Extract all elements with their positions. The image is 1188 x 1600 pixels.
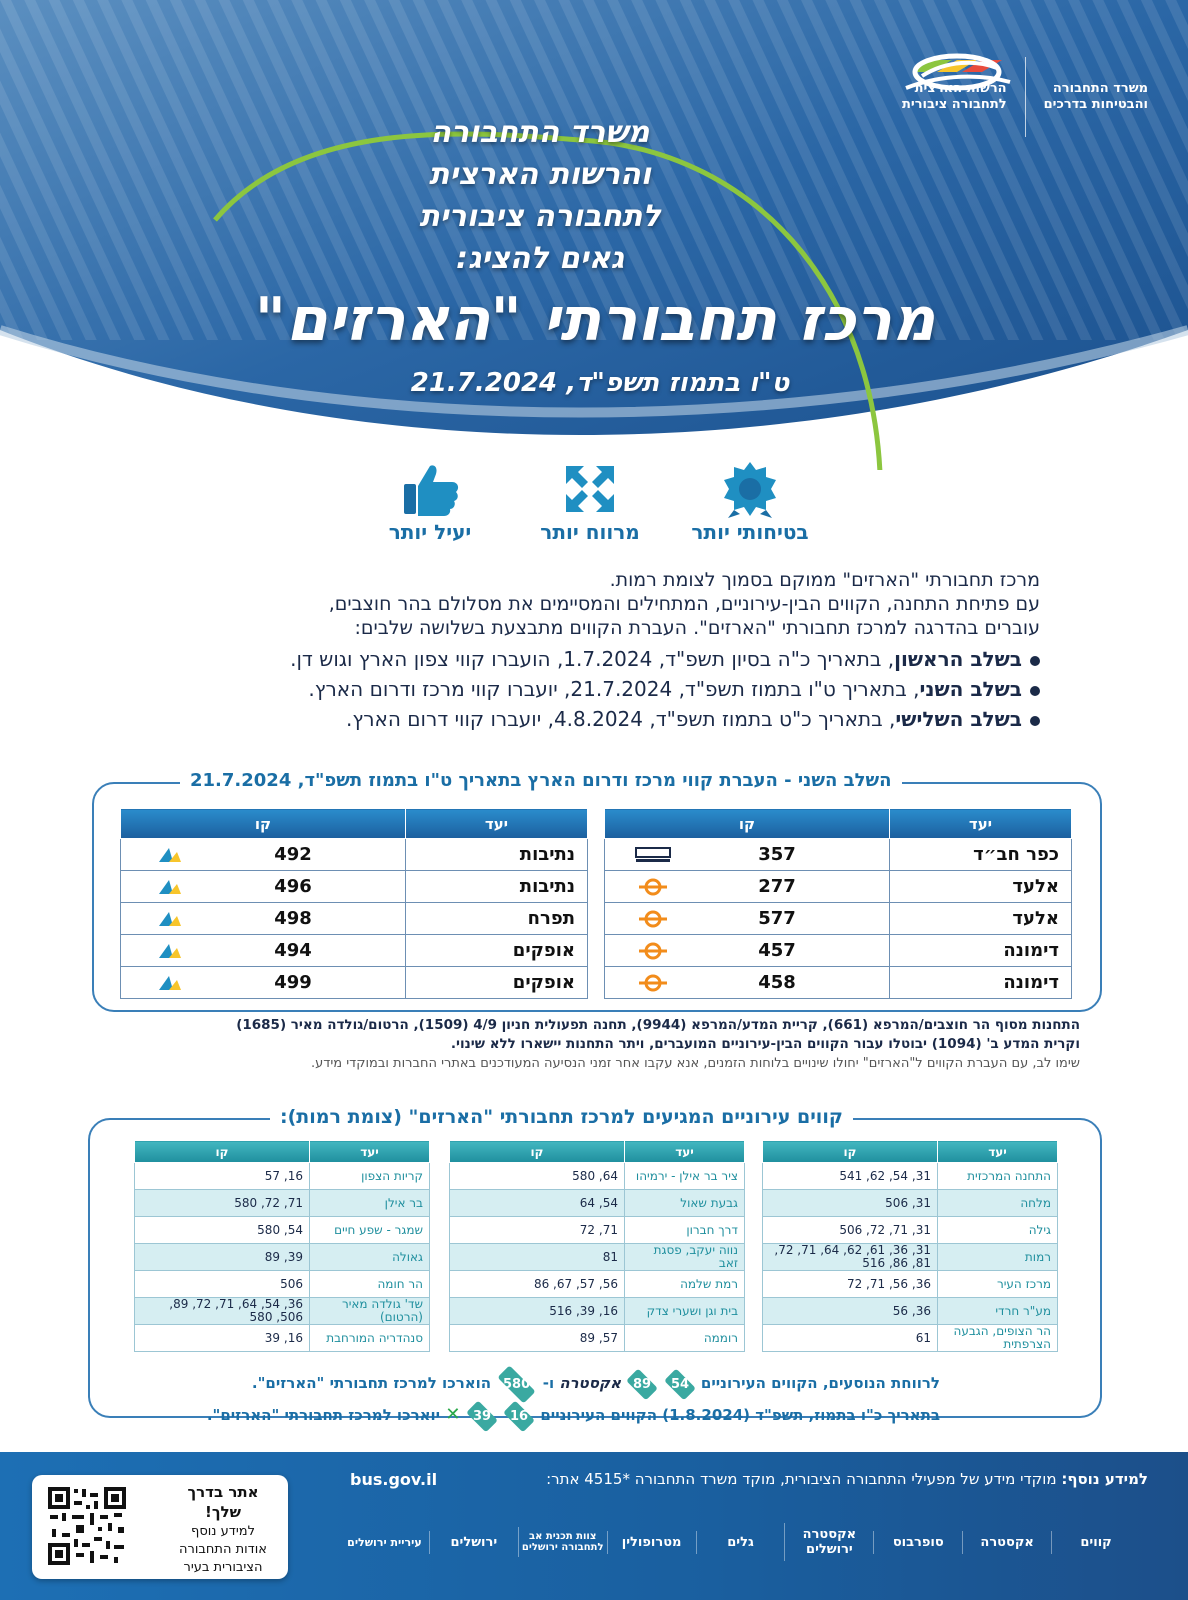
qr-text xyxy=(168,1483,278,1577)
column-header-dest: יעד xyxy=(625,1141,745,1163)
badge-icon xyxy=(718,460,782,518)
dest-cell: הר הצופים, הגבעה הצרפתית xyxy=(938,1325,1058,1352)
operator-logo: גלים xyxy=(696,1531,785,1554)
line-number: 577 xyxy=(758,908,796,929)
dest-cell: שד' גולדה מאיר (הרטום) xyxy=(310,1298,430,1325)
note-text: לרווחת הנוסעים, הקווים העירוניים xyxy=(700,1374,940,1392)
feature-label: מרווח יותר xyxy=(540,520,640,544)
stage-name: בשלב השני xyxy=(919,677,1022,701)
line-number: 277 xyxy=(758,876,796,897)
feature-roomier xyxy=(520,460,660,550)
stage-item xyxy=(150,644,1040,674)
dest-cell: אופקים xyxy=(406,935,588,967)
qr-line: אודות התחבורה xyxy=(179,1542,267,1557)
lines-cell: 57, 89 xyxy=(450,1325,625,1352)
ministry-logo-line-2: והבטיחות בדרכים xyxy=(1043,97,1148,112)
note-text: הוארכו למרכז תחבורתי "הארזים". xyxy=(251,1374,492,1392)
operator-logo: אקסטרה ירושלים xyxy=(784,1523,873,1561)
line-cell xyxy=(121,839,406,871)
table-row xyxy=(605,967,1072,999)
dest-cell: אלעד xyxy=(890,871,1072,903)
operator-logo: סופרבוס xyxy=(873,1531,962,1554)
dest-cell: קריות הצפון xyxy=(310,1163,430,1190)
table-row xyxy=(763,1217,1058,1244)
dest-cell: מרכז העיר xyxy=(938,1271,1058,1298)
feature-row xyxy=(360,460,820,550)
phase-notes xyxy=(120,1016,1080,1073)
phase-table-left xyxy=(120,808,588,999)
line-badge: 54 xyxy=(664,1369,696,1401)
pride-line: לתחבורה ציבורית xyxy=(419,199,661,234)
metropoline-logo-icon xyxy=(635,878,671,896)
qr-line: למידע נוסף xyxy=(191,1524,255,1539)
line-number: 458 xyxy=(758,972,796,993)
thumbs-up-icon xyxy=(398,460,462,518)
lines-cell: 71, 72 xyxy=(450,1217,625,1244)
table-row xyxy=(763,1271,1058,1298)
bullet-icon xyxy=(1030,656,1040,666)
feature-label: בטיחותי יותר xyxy=(691,520,809,544)
line-number: 492 xyxy=(274,844,312,865)
metropoline-logo-icon xyxy=(635,942,671,960)
galim-logo-icon xyxy=(151,878,187,896)
line-number: 494 xyxy=(274,940,312,961)
column-header-line: קו xyxy=(121,809,406,839)
dest-cell: התחנה המרכזית xyxy=(938,1163,1058,1190)
table-row xyxy=(763,1190,1058,1217)
intro-line: עם פתיחת התחנה, הקווים הבין-עירוניים, המתחילים והמסיימים את מסלולם בהר חוצבים, xyxy=(328,593,1040,615)
dest-cell: דימונה xyxy=(890,935,1072,967)
line-cell xyxy=(605,935,890,967)
operator-logo: אקסטרה xyxy=(962,1531,1051,1554)
dest-cell: מע"ר חרדי xyxy=(938,1298,1058,1325)
column-header-line: קו xyxy=(605,809,890,839)
city-table-1 xyxy=(762,1140,1058,1352)
operator-logo: עיריית ירושלים xyxy=(347,1535,422,1549)
lines-cell: 31, 54, 62, 541 xyxy=(763,1163,938,1190)
stage-text: , בתאריך כ"ה בסיון תשפ"ד, 1.7.2024, הועברו קווי צפון הארץ וגוש דן. xyxy=(290,647,895,671)
lines-cell: 54, 64 xyxy=(450,1190,625,1217)
x-icon: ✕ xyxy=(445,1404,461,1425)
kavim-logo-icon xyxy=(635,846,671,864)
line-number: 496 xyxy=(274,876,312,897)
pride-line: גאים להציג: xyxy=(456,241,624,276)
lines-cell: 31, 71, 72, 506 xyxy=(763,1217,938,1244)
city-table-2 xyxy=(449,1140,745,1352)
site-link[interactable]: bus.gov.il xyxy=(350,1470,438,1489)
table-row xyxy=(450,1190,745,1217)
qr-card[interactable] xyxy=(32,1475,288,1579)
lines-cell: 16, 57 xyxy=(135,1163,310,1190)
table-row xyxy=(605,871,1072,903)
dest-cell: גאולה xyxy=(310,1244,430,1271)
operator-logo: צוות תכנית אב לתחבורה ירושלים xyxy=(518,1527,607,1557)
column-header-dest: יעד xyxy=(310,1141,430,1163)
table-row xyxy=(121,839,588,871)
table-row xyxy=(763,1298,1058,1325)
lines-cell: 36, 56 xyxy=(763,1298,938,1325)
authority-logo-line-1: הרשות הארצית xyxy=(914,81,1007,96)
table-row xyxy=(135,1190,430,1217)
lines-cell: 39, 89 xyxy=(135,1244,310,1271)
lines-cell: 36, 54, 64, 71, 72, 89, 506, 580 xyxy=(135,1298,310,1325)
line-badge: 16 xyxy=(503,1401,535,1433)
line-cell xyxy=(605,903,890,935)
dest-cell: דימונה xyxy=(890,967,1072,999)
table-row xyxy=(450,1217,745,1244)
dest-cell: סנהדריה המורחבת xyxy=(310,1325,430,1352)
line-cell xyxy=(605,871,890,903)
note-text: בתאריך כ"ו בתמוז, תשפ"ד (1.8.2024) הקווים העירוניים xyxy=(540,1406,940,1424)
qr-title: אתר בדרך שלך! xyxy=(187,1483,259,1521)
dest-cell: בר אילן xyxy=(310,1190,430,1217)
table-row xyxy=(763,1244,1058,1271)
line-badge: 39 xyxy=(466,1401,498,1433)
dest-cell: תפרח xyxy=(406,903,588,935)
dest-cell: רמות xyxy=(938,1244,1058,1271)
column-header-line: קו xyxy=(135,1141,310,1163)
dest-cell: רוממה xyxy=(625,1325,745,1352)
schedule-note: שימו לב, עם העברת הקווים ל"הארזים" יחולו שינויים בלוחות הזמנים, אנא עקבו אחר זמני הנסיעה המעודכנים באתרי החברות ובמוקדי מידע. xyxy=(311,1056,1080,1071)
lines-cell: 16, 39, 516 xyxy=(450,1298,625,1325)
dest-cell: בית וגן ושערי צדק xyxy=(625,1298,745,1325)
intro-text xyxy=(150,568,1040,734)
operator-name: אקסטרה xyxy=(559,1374,622,1392)
line-cell xyxy=(605,839,890,871)
note-line: וקרית המדע ב' (1094) יבוטלו עבור הקווים הבין-עירוניים המועברים, ויתר התחנות יישארו ללא שינוי. xyxy=(450,1036,1080,1052)
dest-cell: ציר בר אילן - ירמיהו xyxy=(625,1163,745,1190)
column-header-dest: יעד xyxy=(406,809,588,839)
stage-name: בשלב השלישי xyxy=(895,707,1022,731)
operator-logo: קווים xyxy=(1051,1531,1140,1554)
phase-table-right xyxy=(604,808,1072,999)
pride-heading xyxy=(360,112,720,280)
galim-logo-icon xyxy=(151,846,187,864)
note-text: ו- xyxy=(542,1374,555,1392)
line-badge: 89 xyxy=(626,1369,658,1401)
line-cell xyxy=(121,935,406,967)
line-number: 499 xyxy=(274,972,312,993)
table-row xyxy=(450,1244,745,1271)
line-number: 357 xyxy=(758,844,796,865)
stage-item xyxy=(150,674,1040,704)
dest-cell: נתיבות xyxy=(406,839,588,871)
operator-logos xyxy=(340,1512,1140,1572)
operator-logo: ירושלים xyxy=(429,1531,518,1554)
table-header-row xyxy=(763,1141,1058,1163)
info-label: למידע נוסף: xyxy=(1061,1470,1148,1488)
phase-two-title: השלב השני - העברת קווי מרכז ודרום הארץ בתאריך ט"ו בתמוז תשפ"ד, 21.7.2024 xyxy=(180,770,902,791)
dest-cell: דרך חברון xyxy=(625,1217,745,1244)
column-header-line: קו xyxy=(763,1141,938,1163)
table-row xyxy=(450,1325,745,1352)
stage-text: , בתאריך ט"ו בתמוז תשפ"ד, 21.7.2024, יועברו קווי מרכז ודרום הארץ. xyxy=(308,677,920,701)
note-line: התחנות מסוף הר חוצבים/המרפא (661), קריית המדע/המרפא (9944), תחנה תפעולית חניון 4/9 (1509), הרטום/גולדה מאיר (1685) xyxy=(236,1017,1080,1033)
intro-line: עוברים בהדרגה למרכז תחבורתי "הארזים". העברת הקווים מתבצעת בשלושה שלבים: xyxy=(354,617,1040,639)
dest-cell: אלעד xyxy=(890,903,1072,935)
dest-cell: נתיבות xyxy=(406,871,588,903)
note-text: יוארכו למרכז תחבורתי "הארזים". xyxy=(206,1406,441,1424)
extension-note-2 xyxy=(180,1404,940,1425)
feature-efficient xyxy=(360,460,500,550)
lines-cell: 71, 72, 580 xyxy=(135,1190,310,1217)
column-header-line: קו xyxy=(450,1141,625,1163)
table-row xyxy=(121,967,588,999)
page-title: מרכז תחבורתי "הארזים" xyxy=(254,285,936,355)
city-table-3 xyxy=(134,1140,430,1352)
lines-cell: 31, 36, 61, 62, 64, 71, 72, 81, 86, 516 xyxy=(763,1244,938,1271)
table-header-row xyxy=(121,809,588,839)
extension-note-1 xyxy=(180,1374,940,1393)
dest-cell: אופקים xyxy=(406,967,588,999)
qr-code-icon[interactable] xyxy=(46,1485,128,1567)
dest-cell: מלחה xyxy=(938,1190,1058,1217)
intro-line: מרכז תחבורתי "הארזים" ממוקם בסמוך לצומת רמות. xyxy=(609,569,1040,591)
line-cell xyxy=(121,967,406,999)
stages-list xyxy=(150,644,1040,734)
table-row xyxy=(605,935,1072,967)
ministry-logo-line-1: משרד התחבורה xyxy=(1052,81,1148,96)
table-row xyxy=(135,1271,430,1298)
lines-cell: 36, 56, 71, 72 xyxy=(763,1271,938,1298)
table-row xyxy=(121,871,588,903)
table-row xyxy=(450,1298,745,1325)
bullet-icon xyxy=(1030,686,1040,696)
info-text: מוקדי מידע של מפעילי התחבורה הציבורית, מוקד משרד התחבורה *4515 אתר: xyxy=(546,1470,1057,1488)
city-lines-title: קווים עירוניים המגיעים למרכז תחבורתי "הארזים" (צומת רמות): xyxy=(270,1106,853,1128)
column-header-dest: יעד xyxy=(890,809,1072,839)
qr-line: הציבורית בעיר xyxy=(183,1560,263,1575)
stage-item xyxy=(150,704,1040,734)
opening-date: ט"ו בתמוז תשפ"ד, 21.7.2024 xyxy=(410,368,790,398)
lines-cell: 81 xyxy=(450,1244,625,1271)
line-number: 498 xyxy=(274,908,312,929)
table-row xyxy=(135,1244,430,1271)
lines-cell: 64, 580 xyxy=(450,1163,625,1190)
galim-logo-icon xyxy=(151,974,187,992)
line-badge: 580 xyxy=(498,1365,536,1403)
dest-cell: גילה xyxy=(938,1217,1058,1244)
table-header-row xyxy=(450,1141,745,1163)
line-cell xyxy=(605,967,890,999)
operator-logo: מטרופולין xyxy=(607,1531,696,1554)
table-row xyxy=(605,839,1072,871)
column-header-dest: יעד xyxy=(938,1141,1058,1163)
table-row xyxy=(763,1325,1058,1352)
bullet-icon xyxy=(1030,716,1040,726)
lines-cell: 54, 580 xyxy=(135,1217,310,1244)
feature-label: יעיל יותר xyxy=(388,520,472,544)
metropoline-logo-icon xyxy=(635,974,671,992)
dest-cell: נווה יעקב, פסגת זאב xyxy=(625,1244,745,1271)
table-row xyxy=(135,1163,430,1190)
footer-info xyxy=(546,1470,1148,1488)
feature-safer xyxy=(680,460,820,550)
table-row xyxy=(450,1163,745,1190)
table-row xyxy=(605,903,1072,935)
table-header-row xyxy=(135,1141,430,1163)
authority-logo-line-2: לתחבורה ציבורית xyxy=(901,97,1007,112)
hero-banner xyxy=(0,0,1188,470)
galim-logo-icon xyxy=(151,942,187,960)
table-row xyxy=(121,903,588,935)
lines-cell: 61 xyxy=(763,1325,938,1352)
table-row xyxy=(763,1163,1058,1190)
lines-cell: 506 xyxy=(135,1271,310,1298)
pride-line: משרד התחבורה xyxy=(430,115,650,150)
line-cell xyxy=(121,903,406,935)
lines-cell: 16, 39 xyxy=(135,1325,310,1352)
galim-logo-icon xyxy=(151,910,187,928)
dest-cell: רמת שלמה xyxy=(625,1271,745,1298)
lines-cell: 31, 506 xyxy=(763,1190,938,1217)
hero-text xyxy=(0,0,1188,470)
metropoline-logo-icon xyxy=(635,910,671,928)
table-row xyxy=(450,1271,745,1298)
arrows-icon xyxy=(558,460,622,518)
table-header-row xyxy=(605,809,1072,839)
lines-cell: 56, 57, 67, 86 xyxy=(450,1271,625,1298)
line-cell xyxy=(121,871,406,903)
pride-line: והרשות הארצית xyxy=(428,157,652,192)
stage-text: , בתאריך כ"ט בתמוז תשפ"ד, 4.8.2024, יועברו קווי דרום הארץ. xyxy=(346,707,896,731)
dest-cell: הר חומה xyxy=(310,1271,430,1298)
line-number: 457 xyxy=(758,940,796,961)
table-row xyxy=(135,1325,430,1352)
stage-name: בשלב הראשון xyxy=(894,647,1022,671)
dest-cell: גבעת שאול xyxy=(625,1190,745,1217)
table-row xyxy=(135,1298,430,1325)
dest-cell: כפר חב״ד xyxy=(890,839,1072,871)
table-row xyxy=(121,935,588,967)
table-row xyxy=(135,1217,430,1244)
dest-cell: שמגר - שפע חיים xyxy=(310,1217,430,1244)
